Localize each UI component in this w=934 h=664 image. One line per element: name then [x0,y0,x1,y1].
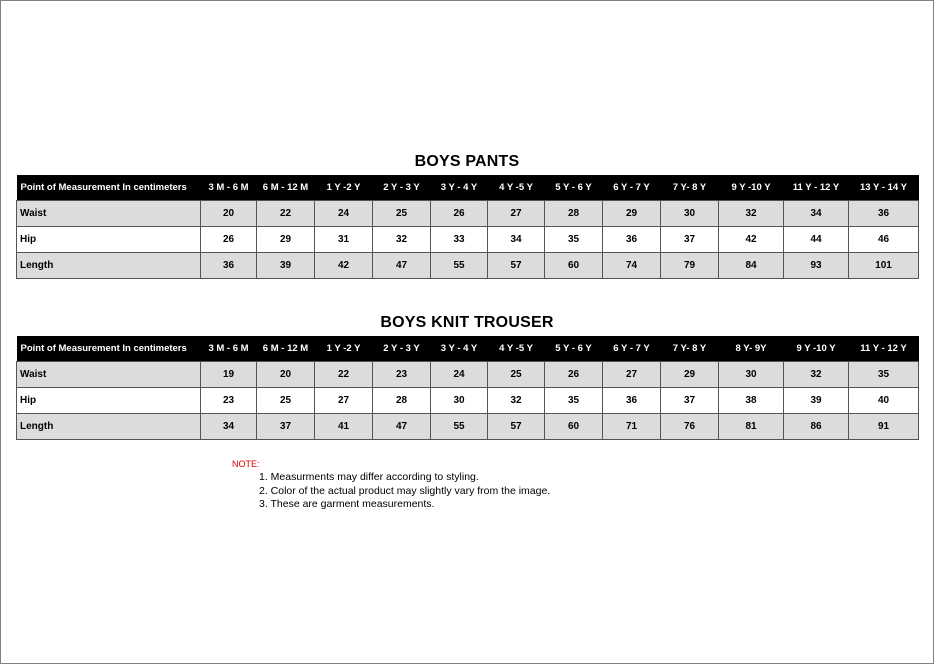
column-header: 3 M - 6 M [201,336,257,362]
table-cell: 22 [257,201,315,227]
boys-pants-title: BOYS PANTS [414,153,520,170]
table-cell: 36 [603,227,661,253]
table-cell: 27 [488,201,545,227]
table-cell: 27 [315,388,373,414]
table-row [17,201,919,227]
table-cell: 24 [315,201,373,227]
table-row [17,388,919,414]
table-cell: 101 [849,253,919,279]
table-cell: 93 [784,253,849,279]
note-item: 2. Color of the actual product may slightly vary from the image. [259,484,551,497]
table-cell: 35 [545,388,603,414]
table-header-row [17,175,919,201]
table-cell: 24 [431,362,488,388]
column-header: 6 M - 12 M [257,336,315,362]
table-cell: 40 [849,388,919,414]
column-header: 9 Y -10 Y [719,175,784,201]
table-cell: 25 [257,388,315,414]
table-cell: 28 [545,201,603,227]
table-row [17,414,919,440]
table-cell: 23 [201,388,257,414]
table-cell: 19 [201,362,257,388]
table-cell: 20 [201,201,257,227]
table-cell: 60 [545,253,603,279]
table-cell: 47 [373,414,431,440]
column-header: 9 Y -10 Y [784,336,849,362]
table-cell: 91 [849,414,919,440]
table-cell: 36 [201,253,257,279]
table-row [17,227,919,253]
table-cell: 42 [315,253,373,279]
table-cell: 29 [257,227,315,253]
column-header: 5 Y - 6 Y [545,336,603,362]
table-cell: 26 [431,201,488,227]
column-header: Point of Measurement In centimeters [17,175,201,201]
table-cell: 76 [661,414,719,440]
table-cell: 33 [431,227,488,253]
table-cell: 46 [849,227,919,253]
table-cell: 37 [661,227,719,253]
table-cell: 30 [719,362,784,388]
row-label: Length [17,414,201,440]
column-header: 7 Y- 8 Y [661,336,719,362]
note-item: 3. These are garment measurements. [259,498,435,510]
table-cell: 39 [257,253,315,279]
column-header: 2 Y - 3 Y [373,175,431,201]
table-cell: 79 [661,253,719,279]
column-header: 3 Y - 4 Y [431,336,488,362]
column-header: 8 Y- 9Y [719,336,784,362]
column-header: 3 Y - 4 Y [431,175,488,201]
column-header: 13 Y - 14 Y [849,175,919,201]
table-cell: 26 [545,362,603,388]
table-cell: 35 [849,362,919,388]
column-header: 4 Y -5 Y [488,175,545,201]
table-cell: 37 [257,414,315,440]
table-cell: 55 [431,253,488,279]
notes-list [259,471,550,512]
note-label: NOTE: [232,459,260,469]
table-cell: 22 [315,362,373,388]
column-header: 1 Y -2 Y [315,336,373,362]
table-cell: 55 [431,414,488,440]
table-cell: 32 [784,362,849,388]
row-label: Waist [17,362,201,388]
table-cell: 34 [488,227,545,253]
table-cell: 32 [488,388,545,414]
column-header: 5 Y - 6 Y [545,175,603,201]
column-header: 6 Y - 7 Y [603,175,661,201]
table-cell: 39 [784,388,849,414]
table-cell: 30 [431,388,488,414]
table-cell: 28 [373,388,431,414]
table-cell: 36 [849,201,919,227]
table-cell: 29 [603,201,661,227]
table-cell: 38 [719,388,784,414]
table-cell: 84 [719,253,784,279]
table-cell: 20 [257,362,315,388]
table-cell: 29 [661,362,719,388]
table-cell: 32 [719,201,784,227]
table-cell: 23 [373,362,431,388]
row-label: Length [17,253,201,279]
table-cell: 35 [545,227,603,253]
table-row [17,362,919,388]
table-cell: 25 [488,362,545,388]
table-cell: 31 [315,227,373,253]
table-cell: 30 [661,201,719,227]
column-header: 11 Y - 12 Y [784,175,849,201]
column-header: 3 M - 6 M [201,175,257,201]
table-cell: 81 [719,414,784,440]
table-cell: 41 [315,414,373,440]
table-cell: 60 [545,414,603,440]
table-cell: 32 [373,227,431,253]
table-cell: 42 [719,227,784,253]
boys-knit-trouser-table [16,336,919,440]
table-cell: 57 [488,414,545,440]
column-header: 2 Y - 3 Y [373,336,431,362]
table-cell: 71 [603,414,661,440]
table-cell: 25 [373,201,431,227]
boys-knit-trouser-title: BOYS KNIT TROUSER [380,314,554,331]
table-cell: 27 [603,362,661,388]
table-cell: 86 [784,414,849,440]
column-header: 11 Y - 12 Y [849,336,919,362]
table-cell: 37 [661,388,719,414]
table-cell: 34 [201,414,257,440]
table-cell: 36 [603,388,661,414]
table-cell: 44 [784,227,849,253]
row-label: Waist [17,201,201,227]
table-header-row [17,336,919,362]
column-header: 7 Y- 8 Y [661,175,719,201]
table-cell: 74 [603,253,661,279]
table-cell: 47 [373,253,431,279]
column-header: 6 M - 12 M [257,175,315,201]
column-header: 6 Y - 7 Y [603,336,661,362]
table-cell: 34 [784,201,849,227]
table-cell: 57 [488,253,545,279]
column-header: 1 Y -2 Y [315,175,373,201]
column-header: Point of Measurement In centimeters [17,336,201,362]
column-header: 4 Y -5 Y [488,336,545,362]
table-row [17,253,919,279]
table-cell: 26 [201,227,257,253]
boys-pants-table [16,175,919,279]
row-label: Hip [17,227,201,253]
row-label: Hip [17,388,201,414]
note-item: 1. Measurments may differ according to styling. [259,471,479,483]
